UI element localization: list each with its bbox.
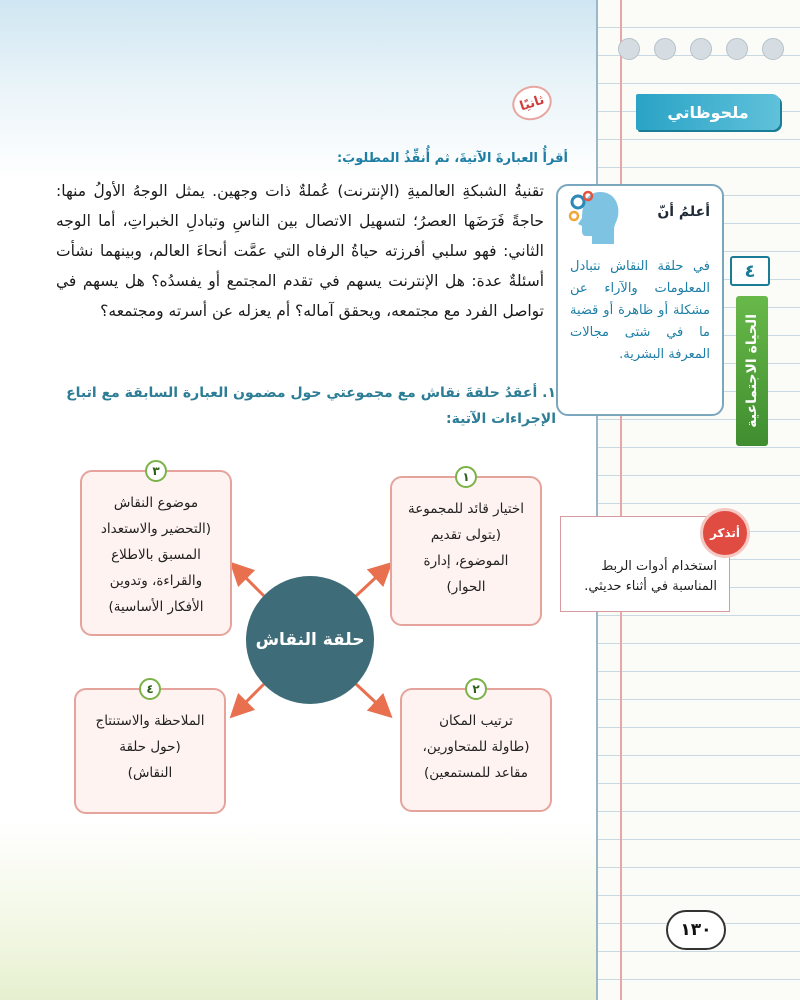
- diagram-node-2: [400, 682, 552, 812]
- node-line: الحوار): [446, 579, 486, 595]
- page-number: ١٣٠: [666, 910, 726, 950]
- hole-icon: [654, 38, 676, 60]
- remember-box-text: استخدام أدوات الربط المناسبة في أثناء حديثي.: [584, 559, 717, 594]
- notes-notebook: [596, 0, 800, 1000]
- unit-label-text: الحياة الاجتماعية: [744, 314, 760, 428]
- diagram-node-3: [80, 464, 232, 636]
- remember-tag: أتذكر: [700, 508, 750, 558]
- hole-icon: [618, 38, 640, 60]
- arrow-to-node-1: [356, 568, 386, 596]
- node-number-badge: ٢: [465, 678, 487, 700]
- node-line: مقاعد للمستمعين): [423, 765, 529, 781]
- node-line: (حول حلقة: [119, 739, 181, 755]
- head-gears-icon: [568, 188, 622, 248]
- notebook-margin-line: [620, 0, 622, 1000]
- node-line: المسبق بالاطلاع: [111, 547, 201, 563]
- node-number-badge: ٤: [139, 678, 161, 700]
- hole-icon: [762, 38, 784, 60]
- node-line: والقراءة، وتدوين: [109, 573, 203, 589]
- know-box-text: في حلقة النقاش نتبادل المعلومات والآراء عن مشكلة أو ظاهرة أو قضية ما في شتى مجالات المعرفة البشرية.: [570, 259, 710, 362]
- node-line: الأفكار الأساسية): [108, 599, 204, 615]
- node-line: الملاحظة والاستنتاج: [95, 713, 205, 729]
- notebook-holes: [610, 38, 790, 62]
- node-number-badge: ١: [455, 466, 477, 488]
- unit-number: ٤: [730, 256, 770, 286]
- diagram-node-4: [74, 682, 226, 814]
- know-box-title: أعلمُ أنّ: [657, 204, 710, 220]
- node-line: (طاولة للمتحاورين،: [422, 739, 530, 755]
- know-box: [556, 184, 724, 416]
- node-line: (التحضير والاستعداد: [100, 521, 212, 537]
- node-line: (يتولى تقديم: [430, 527, 502, 543]
- arrow-to-node-3: [236, 568, 264, 596]
- diagram-center: حلقة النقاش: [246, 576, 374, 704]
- notes-tab: ملحوظاتي: [636, 94, 780, 130]
- discussion-diagram: [70, 456, 556, 816]
- hole-icon: [726, 38, 748, 60]
- node-line: ترتيب المكان: [439, 713, 513, 729]
- section-badge: ثانيًا: [508, 81, 557, 126]
- node-line: النقاش): [127, 765, 173, 781]
- node-number-badge: ٣: [145, 460, 167, 482]
- arrow-to-node-4: [236, 684, 264, 712]
- arrow-to-node-2: [356, 684, 386, 712]
- unit-label: [736, 296, 768, 446]
- reading-paragraph: تقنيةُ الشبكةِ العالميةِ (الإنترنت) عُملةٌ ذات وجهين. يمثل الوجهُ الأولُ منها: حاجةً فَرَضَها العصرُ؛ لتسهيل الاتصال بين الناسِ وتبادلِ الخبراتِ، أما الوجه الثاني: فهو سلبي أفرزته حياةُ الرفاه التي عمَّت أنحاءَ العالم، وبينهما نشأت أسئلةٌ عدة: هل الإنترنت يسهم في تقدم المجتمع أو يفسدُه؟ هل يسهم في تواصل الفرد مع مجتمعه، ويحقق آماله؟ أم يعزله عن أسرته ومجتمعه؟: [56, 182, 544, 320]
- node-line: اختيار قائد للمجموعة: [407, 501, 525, 517]
- diagram-node-1: [390, 470, 542, 626]
- node-line: موضوع النقاش: [113, 495, 199, 511]
- instruction-text: أقرأُ العبارةَ الآتيةَ، ثم أُنفِّذُ المطلوبَ:: [336, 151, 568, 166]
- hole-icon: [690, 38, 712, 60]
- node-line: الموضوع، إدارة: [423, 553, 509, 569]
- task-text: ١. أعقدُ حلقةَ نقاش مع مجموعتي حول مضمون العبارة السابقة مع اتباع الإجراءات الآتية:: [66, 385, 556, 427]
